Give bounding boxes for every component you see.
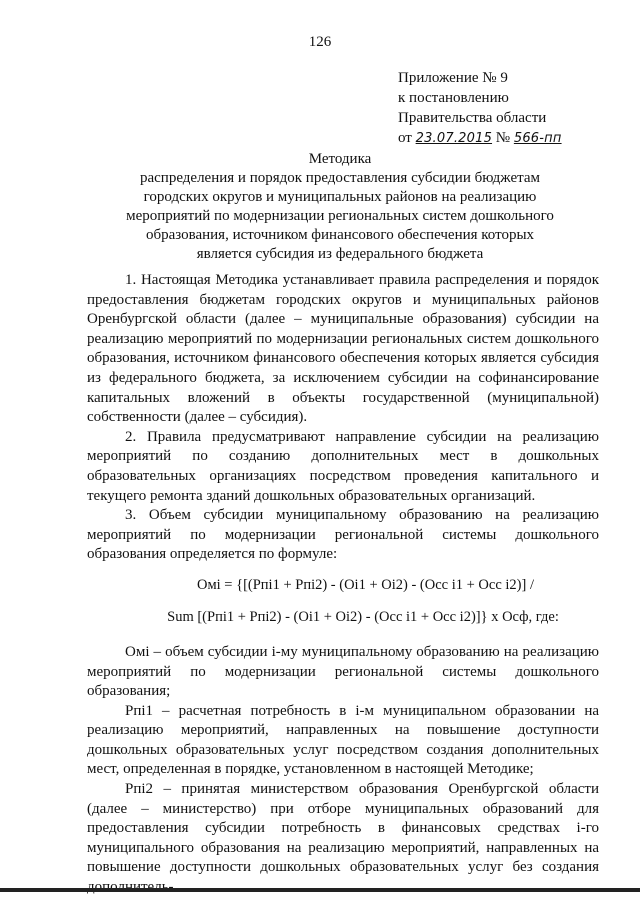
paragraph-3: 3. Объем субсидии муниципальному образованию на реализацию мероприятий по модернизации региональной системы дошкольного образования определяется по формуле: — [87, 507, 599, 563]
title-line: городских округов и муниципальных районов на реализацию — [143, 189, 537, 205]
definition-rpi2: Рпі2 – принятая министерством образования Оренбургской области (далее – министерство) при отборе муниципальных образований для предоставления субсидии потребность в финансовых средствах і-го муниципального образования на реализацию мероприятий, направленных на повышение доступности дошкольных образовательных услуг без создания — [87, 781, 599, 876]
document-title — [70, 150, 610, 264]
title-line: образования, источником финансового обеспечения которых — [145, 227, 535, 243]
title-line: мероприятий по модернизации региональных систем дошкольного — [126, 208, 554, 224]
page-number: 126 — [308, 34, 332, 50]
number-prefix: № — [495, 130, 511, 146]
date-prefix: от — [398, 130, 412, 146]
paragraph-1: 1. Настоящая Методика устанавливает правила распределения и порядок предоставления бюджетам городских округов и муниципальных районов Оренбургской области (далее – муниципальные образования) субсидии на реализацию мероприятий по модернизации региональных систем дошкольного образования, источником финансового обеспечения которых является субсидия из федерального бюджета, за исключением субсидии на софинансирование капитальных вложений в объекты государственной (муниципальной) собственности (далее – субсидия). — [87, 272, 599, 426]
title-line: является субсидия из федерального бюджета — [196, 246, 484, 262]
definition-rpi1: Рпі1 – расчетная потребность в і-м муниципальном образовании на реализацию мероприятий, направленных на повышение доступности дошкольных образовательных услуг посредством создания дополнительных мест, определенная в порядке, установленном в настоящей Методике; — [87, 702, 599, 778]
paragraph-2: 2. Правила предусматривают направление субсидии на реализацию мероприятий по созданию дополнительных мест в дошкольных образовательных организациях посредством проведения капитального и текущего ремонта зданий дошкольных образовательных организаций. — [87, 428, 599, 504]
appendix-block — [398, 68, 562, 149]
formula-line-1: Омі = {[(Рпі1 + Рпі2) - (Оі1 + Оі2) - (Осс і1 + Осс і2)] / — [197, 576, 534, 593]
appendix-line-1: Приложение № 9 — [398, 70, 508, 86]
document-body — [87, 271, 599, 898]
bottom-rule — [0, 888, 640, 892]
appendix-line-3: Правительства области — [398, 110, 547, 126]
title-heading: Методика — [308, 151, 372, 167]
handwritten-date: 23.07.2015 — [415, 131, 493, 146]
handwritten-number: 566-пп — [513, 131, 562, 146]
appendix-line-2: к постановлению — [398, 90, 509, 106]
definition-omi: Омі – объем субсидии і-му муниципальному образованию на реализацию мероприятий по модернизации региональной системы дошкольного образования; — [87, 643, 599, 700]
definitions — [87, 643, 599, 898]
appendix-date-line — [398, 128, 562, 149]
title-line: распределения и порядок предоставления субсидии бюджетам — [139, 170, 541, 186]
formula-line-2: Sum [(Рпі1 + Рпі2) - (Оі1 + Оі2) - (Осс і1 + Осс і2)]} х Осф, где: — [167, 608, 559, 625]
